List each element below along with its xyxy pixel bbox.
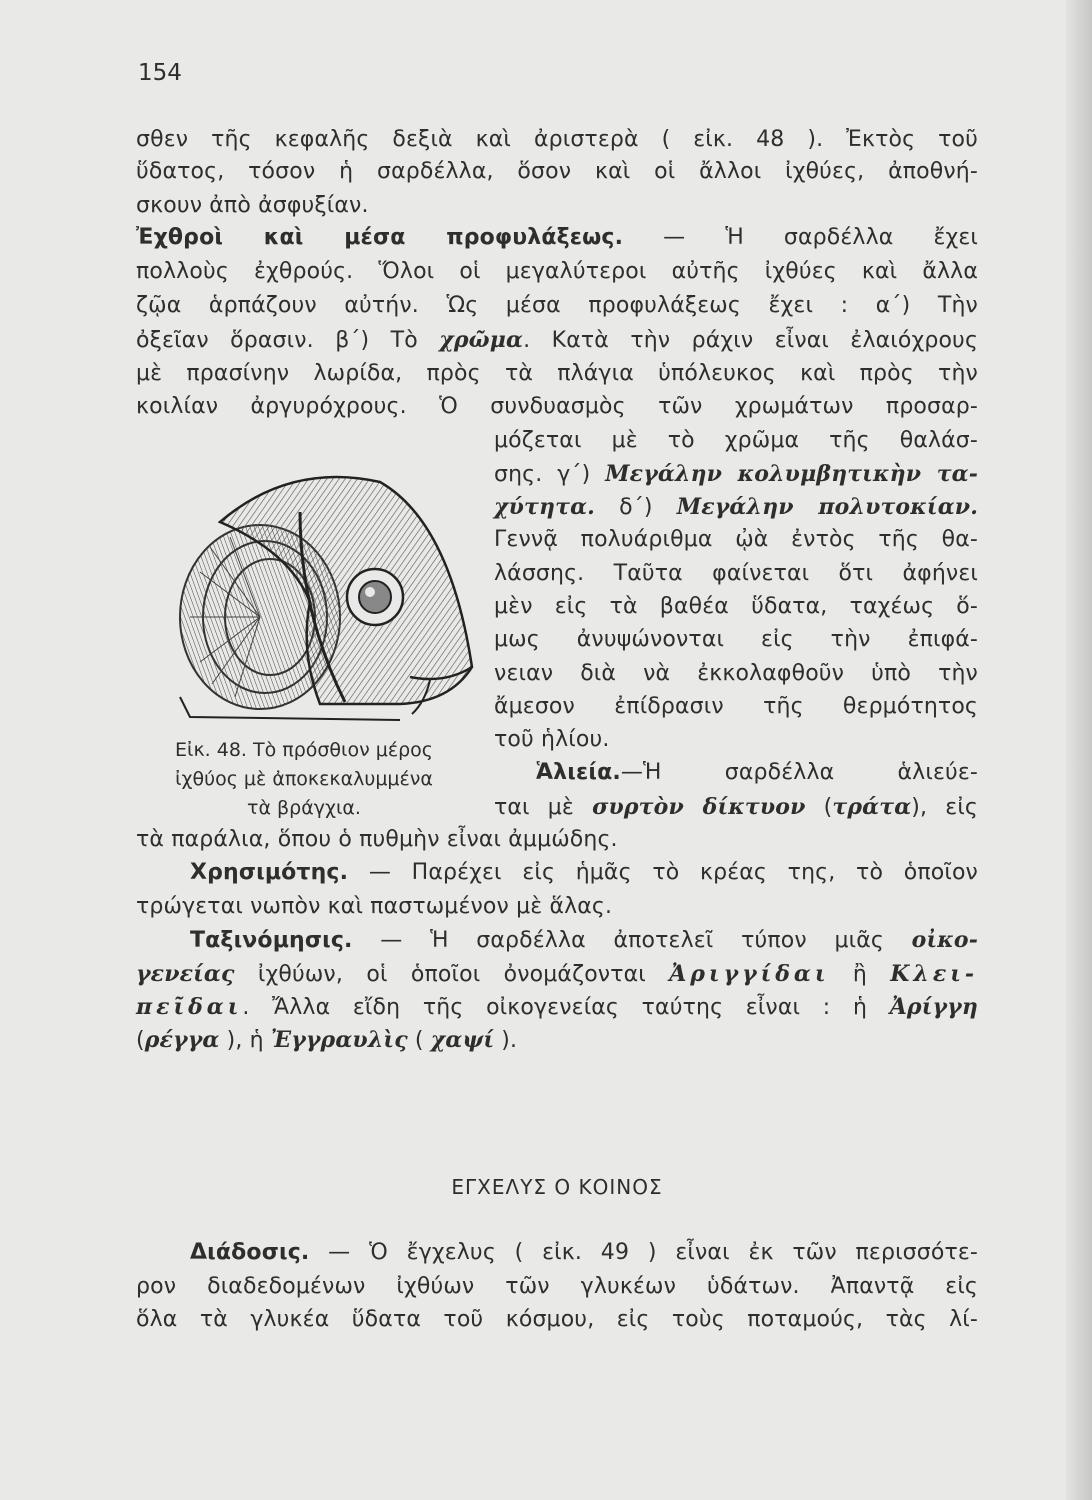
text-line: μόζεται μὲ τὸ χρῶμα τῆς θαλάσ- [494, 428, 978, 453]
section-title-fishing: Ἁλιεία. [536, 760, 621, 785]
text-line: νειαν διὰ νὰ ἐκκολαφθοῦν ὑπὸ τὴν [494, 661, 978, 686]
text-line: Ταξινόμησις. — Ἡ σαρδέλλα ἀποτελεῖ τύπον μιᾶς οἰκο- [190, 927, 978, 953]
section-title-enemies: Ἐχθροὶ καὶ μέσα προφυλάξεως. [136, 225, 624, 250]
section-title-distribution: Διάδοσις. [190, 1240, 310, 1265]
figure-caption [134, 736, 474, 823]
text-line: Ἁλιεία.—Ἡ σαρδέλλα ἁλιεύε- [536, 760, 978, 785]
text-line: ὅλα τὰ γλυκέα ὕδατα τοῦ κόσμου, εἰς τοὺς ποταμούς, τὰς λί- [136, 1307, 978, 1332]
caption-line: Εἰκ. 48. Τὸ πρόσθιον μέρος [175, 739, 433, 761]
section-title-usefulness: Χρησιμότης. [190, 860, 349, 885]
page-edge-shadow [1066, 0, 1092, 1500]
text-line: Διάδοσις. — Ὁ ἔγχελυς ( εἰκ. 49 ) εἶναι ἐκ τῶν περισσότε- [190, 1240, 978, 1265]
section-title-classification: Ταξινόμησις. [190, 928, 353, 953]
text-line: σης. γ΄) Μεγάλην κολυμβητικὴν τα- [494, 461, 979, 487]
text-line: (ρέγγα ), ἡ Ἐγγραυλὶς ( χαψί ). [136, 1027, 518, 1053]
text-line: τὰ παράλια, ὅπου ὁ πυθμὴν εἶναι ἀμμώδης. [136, 827, 618, 852]
section-heading: ΕΓΧΕΛΥΣ Ο ΚΟΙΝΟΣ [451, 1175, 663, 1199]
text-line: κοιλίαν ἀργυρόχρους. Ὁ συνδυασμὸς τῶν χρωμάτων προσαρ- [136, 394, 978, 419]
text-line: Γεννᾷ πολυάριθμα ᾠὰ ἐντὸς τῆς θα- [494, 527, 978, 552]
caption-line: τὰ βράγχια. [247, 797, 361, 819]
text-line: ζῷα ἁρπάζουν αὐτήν. Ὡς μέσα προφυλάξεως ἔχει : α΄) Τὴν [136, 293, 978, 318]
text-line: λάσσης. Ταῦτα φαίνεται ὅτι ἀφήνει [494, 561, 978, 586]
text-line: Χρησιμότης. — Παρέχει εἰς ἡμᾶς τὸ κρέας της, τὸ ὁποῖον [190, 860, 978, 885]
fish-head-illustration [150, 452, 480, 732]
text-line: ὕδατος, τόσον ἡ σαρδέλλα, ὅσον καὶ οἱ ἄλλοι ἰχθύες, ἀποθνή- [136, 159, 978, 184]
text-line: μὲ πρασίνην λωρίδα, πρὸς τὰ πλάγια ὑπόλευκος καὶ πρὸς τὴν [136, 361, 978, 386]
text-line: σθεν τῆς κεφαλῆς δεξιὰ καὶ ἀριστερὰ ( εἰκ. 48 ). Ἐκτὸς τοῦ [136, 127, 978, 152]
text-line: τοῦ ἡλίου. [494, 727, 610, 752]
text-line: πεῖδαι. Ἄλλα εἴδη τῆς οἰκογενείας ταύτης εἶναι : ἡ Ἀρίγγη [136, 994, 978, 1020]
text-line: μὲν εἰς τὰ βαθέα ὕδατα, ταχέως ὅ- [494, 594, 978, 619]
text-line: χύτητα. δ΄) Μεγάλην πολυτοκίαν. [494, 494, 978, 520]
text-line: ὀξεῖαν ὅρασιν. β΄) Τὸ χρῶμα. Κατὰ τὴν ράχιν εἶναι ἐλαιόχρους [136, 327, 979, 353]
text-line: πολλοὺς ἐχθρούς. Ὅλοι οἱ μεγαλύτεροι αὐτῆς ἰχθύες καὶ ἄλλα [136, 259, 978, 284]
text-line: γενείας ἰχθύων, οἱ ὁποῖοι ὀνομάζονται Ἀριγγίδαι ἢ Κλει- [136, 961, 978, 987]
text-line: μως ἀνυψώνονται εἰς τὴν ἐπιφά- [494, 627, 978, 652]
text-line: Ἐχθροὶ καὶ μέσα προφυλάξεως. — Ἡ σαρδέλλα ἔχει [136, 225, 978, 250]
text-line: ται μὲ συρτὸν δίκτυον (τράτα), εἰς [494, 794, 978, 820]
text-line: ἄμεσον ἐπίδρασιν τῆς θερμότητος [494, 694, 978, 719]
text-line: τρώγεται νωπὸν καὶ παστωμένον μὲ ἅλας. [136, 894, 613, 919]
text-line: ρον διαδεδομένων ἰχθύων τῶν γλυκέων ὑδάτων. Ἀπαντᾷ εἰς [136, 1274, 978, 1299]
caption-line: ἰχθύος μὲ ἀποκεκαλυμμένα [175, 768, 433, 790]
page-number: 154 [138, 60, 182, 86]
text-line: σκουν ἀπὸ ἀσφυξίαν. [136, 193, 369, 218]
